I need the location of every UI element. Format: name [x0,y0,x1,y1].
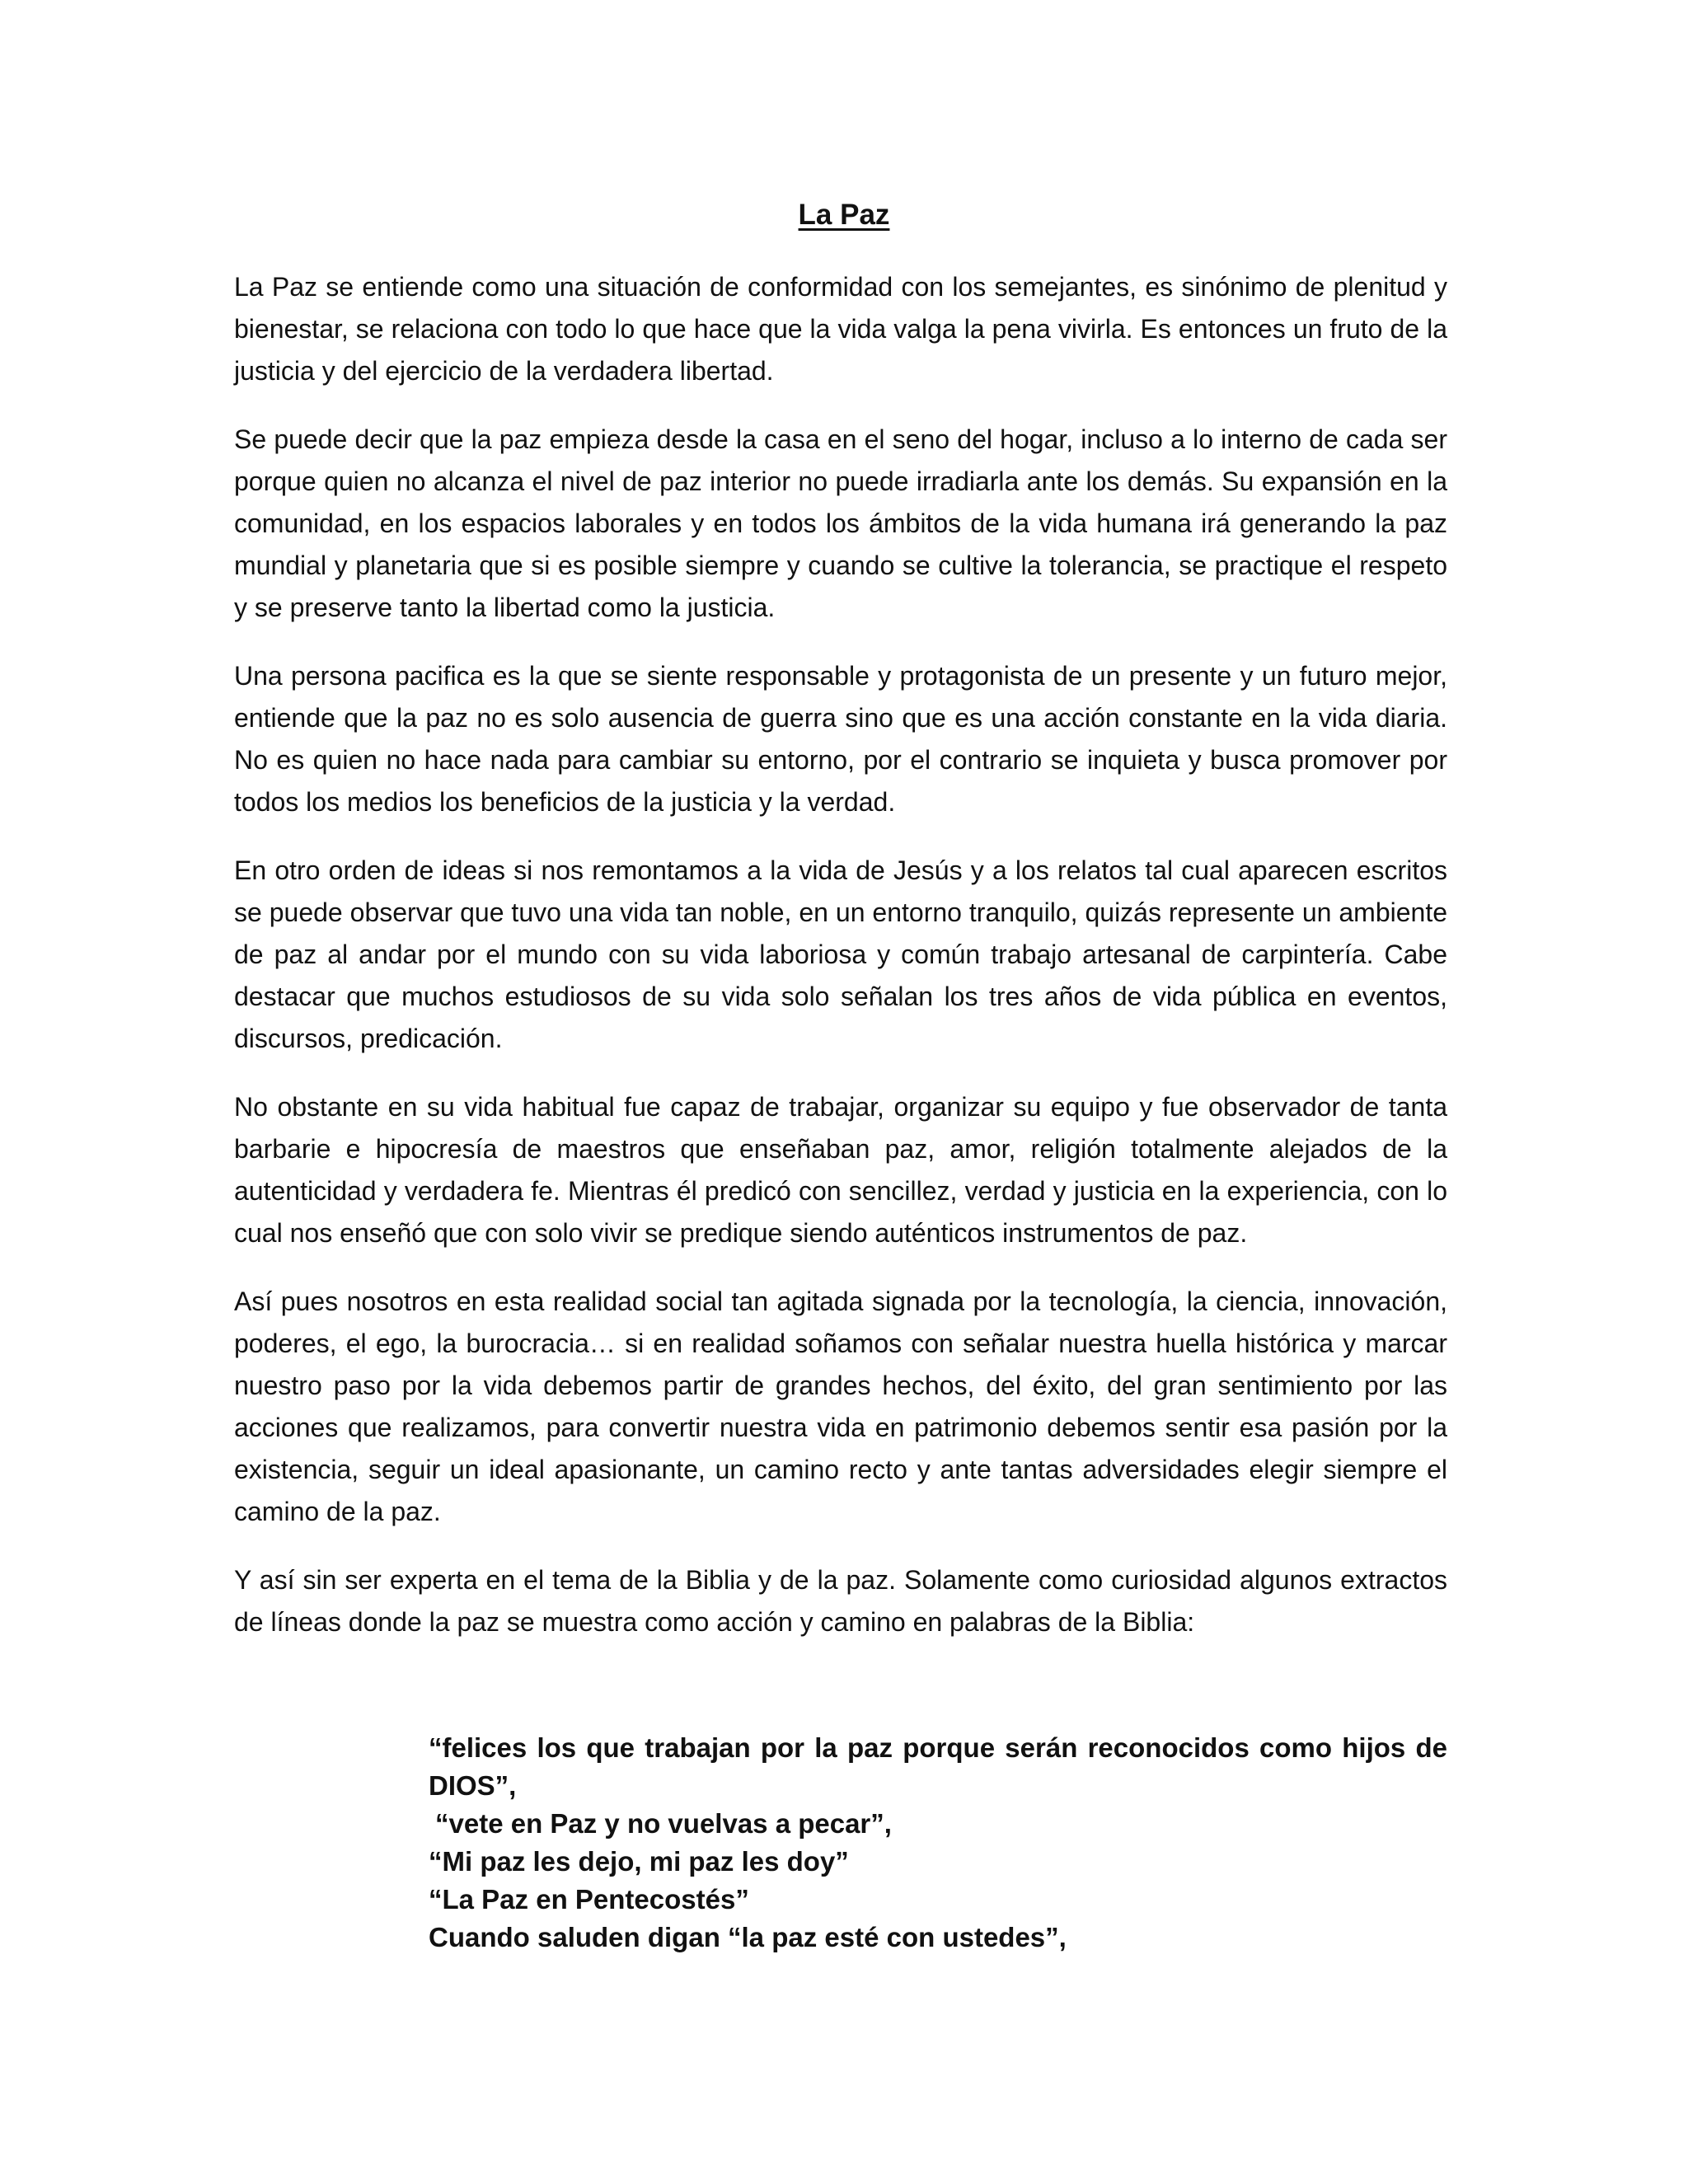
paragraph: Así pues nosotros en esta realidad social tan agitada signada por la tecnología, la ciencia, innovación, poderes, el ego, la burocracia… si en realidad soñamos con señalar nuestra huella histórica y marcar nuestro paso por la vida debemos partir de grandes hechos, del éxito, del gran sentimiento por las acciones que realizamos, para convertir nuestra vida en patrimonio debemos sentir esa pasión por la existencia, seguir un ideal apasionante, un camino recto y ante tantas adversidades elegir siempre el camino de la paz. [234,1286,1447,1526]
paragraph: No obstante en su vida habitual fue capaz de trabajar, organizar su equipo y fue observador de tanta barbarie e hipocresía de maestros que enseñaban paz, amor, religión totalmente alejados de la autenticidad y verdadera fe. Mientras él predicó con sencillez, verdad y justicia en la experiencia, con lo cual nos enseñó que con solo vivir se predique siendo auténticos instrumentos de paz. [234,1092,1447,1248]
paragraph: Y así sin ser experta en el tema de la Biblia y de la paz. Solamente como curiosidad algunos extractos de líneas donde la paz se muestra como acción y camino en palabras de la Biblia: [234,1565,1447,1637]
bible-quotes-block [429,1729,1447,1957]
bible-quote: “felices los que trabajan por la paz porque serán reconocidos como hijos de DIOS”, [429,1732,1447,1801]
bible-quote: “Mi paz les dejo, mi paz les doy” [429,1846,849,1877]
paragraph: Una persona pacifica es la que se siente responsable y protagonista de un presente y un futuro mejor, entiende que la paz no es solo ausencia de guerra sino que es una acción constante en la vida diaria. No es quien no hace nada para cambiar su entorno, por el contrario se inquieta y busca promover por todos los medios los beneficios de la justicia y la verdad. [234,661,1447,817]
paragraph: En otro orden de ideas si nos remontamos a la vida de Jesús y a los relatos tal cual aparecen escritos se puede observar que tuvo una vida tan noble, en un entorno tranquilo, quizás represente un ambiente de paz al andar por el mundo con su vida laboriosa y común trabajo artesanal de carpintería. Cabe destacar que muchos estudiosos de su vida solo señalan los tres años de vida pública en eventos, discursos, predicación. [234,855,1447,1053]
bible-quote: Cuando saluden digan “la paz esté con ustedes”, [429,1922,1067,1952]
document-body [234,266,1447,1670]
bible-quote: “vete en Paz y no vuelvas a pecar”, [435,1808,892,1839]
paragraph: Se puede decir que la paz empieza desde la casa en el seno del hogar, incluso a lo interno de cada ser porque quien no alcanza el nivel de paz interior no puede irradiarla ante los demás. Su expansión en la comunidad, en los espacios laborales y en todos los ámbitos de la vida humana irá generando la paz mundial y planetaria que si es posible siempre y cuando se cultive la tolerancia, se practique el respeto y se preserve tanto la libertad como la justicia. [234,424,1447,622]
bible-quote: “La Paz en Pentecostés” [429,1884,749,1915]
document-title: La Paz [798,199,890,231]
paragraph: La Paz se entiende como una situación de conformidad con los semejantes, es sinónimo de plenitud y bienestar, se relaciona con todo lo que hace que la vida valga la pena vivirla. Es entonces un fruto de la justicia y del ejercicio de la verdadera libertad. [234,272,1447,386]
